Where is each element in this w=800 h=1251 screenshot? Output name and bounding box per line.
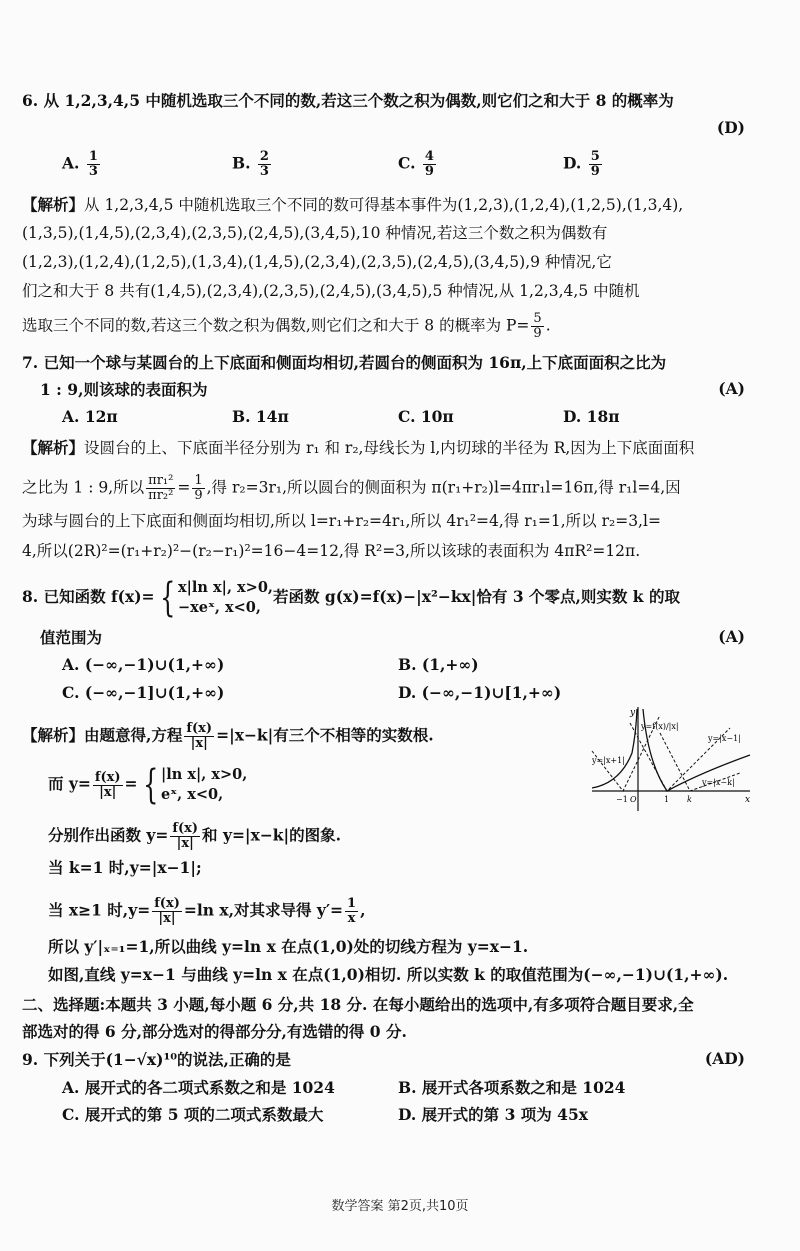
q9-answer: (AD) <box>704 1049 745 1068</box>
q6-analysis-line-1: 【解析】从 1,2,3,4,5 中随机选取三个不同的数可得基本事件为(1,2,3),(1,2,4),(1,2,5),(1,3,4), <box>22 195 684 214</box>
page-footer: 数学答案 第2页,共10页 <box>331 1199 469 1214</box>
q6-option-c: C. $\frac{4}{9}$ <box>398 149 434 179</box>
section2-heading-line-2: 部选对的得 6 分,部分选对的得部分分,有选错的得 0 分. <box>22 1022 407 1041</box>
label-right-line: y=|x−1| <box>708 734 741 743</box>
label-fx: y=f(x)/|x| <box>641 722 679 731</box>
q8-analysis-line-4: 当 k=1 时,y=|x−1|; <box>48 858 202 877</box>
q8-option-a: A. (−∞,−1)∪(1,+∞) <box>62 655 225 674</box>
q6-analysis-line-4: 们之和大于 8 共有(1,4,5),(2,3,4),(2,3,5),(2,4,5),(3,4,5),5 种情况,从 1,2,3,4,5 中随机 <box>22 282 640 300</box>
q7-answer: (A) <box>718 379 745 398</box>
tick-neg1: −1 <box>616 795 628 804</box>
q8-analysis-line-6: 所以 y′|ₓ₌₁=1,所以曲线 y=ln x 在点(1,0)处的切线方程为 y=x−1. <box>48 937 529 956</box>
q7-option-c: C. 10π <box>398 407 454 426</box>
q8-function-graph <box>590 703 755 813</box>
q7-analysis-line-1: 【解析】设圆台的上、下底面半径分别为 r₁ 和 r₂,母线长为 l,内切球的半径为 R,因为上下底面面积 <box>22 438 695 457</box>
y-axis-label: y <box>630 708 636 718</box>
q6-analysis-line-3: (1,2,3),(1,2,4),(1,2,5),(1,3,4),(1,4,5),(2,3,4),(2,3,5),(2,4,5),(3,4,5),9 种情况,它 <box>22 253 612 271</box>
q8-analysis-line-5: 当 x≥1 时,y= $\frac{f(x)}{|x|}$ =ln x,对其求导得 y′= $\frac{1}{x}$ , <box>48 896 366 926</box>
q8-stem-2: 值范围为 <box>40 628 103 647</box>
q8-stem-1: 8. 已知函数 f(x)= { x|ln x|, x>0, −xeˣ, x<0, 若函数 g(x)=f(x)−|x²−kx|恰有 3 个零点,则实数 k 的取 <box>22 575 680 621</box>
label-k-line: y=|x−k| <box>702 778 735 787</box>
q8-option-d: D. (−∞,−1)∪[1,+∞) <box>398 683 562 702</box>
q8-analysis-line-2: 而 y= $\frac{f(x)}{|x|}$ = { |ln x|, x>0, eˣ, x<0, <box>48 762 248 808</box>
q7-analysis-line-4: 4,所以(2R)²=(r₁+r₂)²−(r₂−r₁)²=16−4=12,得 R²=3,所以该球的表面积为 4πR²=12π. <box>22 542 641 560</box>
q8-analysis-line-1: 【解析】由题意得,方程 $\frac{f(x)}{|x|}$ =|x−k|有三个不相等的实数根. <box>22 721 434 751</box>
label-left-line: y=|x+1| <box>592 756 625 765</box>
q6-stem: 6. 从 1,2,3,4,5 中随机选取三个不同的数,若这三个数之积为偶数,则它们之和大于 8 的概率为 <box>22 91 674 110</box>
q7-option-b: B. 14π <box>232 407 289 426</box>
x-axis-label: x <box>745 795 751 805</box>
tick-1: 1 <box>664 795 670 804</box>
tick-k: k <box>687 795 692 804</box>
section2-heading-line-1: 二、选择题:本题共 3 小题,每小题 6 分,共 18 分. 在每小题给出的选项中,有多项符合题目要求,全 <box>22 995 694 1014</box>
q8-answer: (A) <box>718 627 745 646</box>
q9-stem: 9. 下列关于(1−√x)¹⁰的说法,正确的是 <box>22 1050 291 1069</box>
q9-option-a: A. 展开式的各二项式系数之和是 1024 <box>62 1078 335 1097</box>
q7-stem-1: 7. 已知一个球与某圆台的上下底面和侧面均相切,若圆台的侧面积为 16π,上下底面面积之比为 <box>22 353 667 372</box>
q8-option-c: C. (−∞,−1]∪(1,+∞) <box>62 683 225 702</box>
tick-origin: O <box>630 795 637 804</box>
q8-option-b: B. (1,+∞) <box>398 655 479 674</box>
q9-option-d: D. 展开式的第 3 项为 45x <box>398 1105 588 1124</box>
q7-option-d: D. 18π <box>563 407 620 426</box>
q8-analysis-line-3: 分别作出函数 y= $\frac{f(x)}{|x|}$ 和 y=|x−k|的图象. <box>48 821 342 851</box>
q7-option-a: A. 12π <box>62 407 118 426</box>
q7-analysis-line-2: 之比为 1 : 9,所以 $\frac{\text{πr₁²}}{\text{πr₂²}}$ = $\frac{1}{9}$ ,得 r₂=3r₁,所以圆台的侧面积为 π(r₁+r₂)l=4πr₁l=16π,得 r₁l=4,因 <box>22 473 681 503</box>
q7-analysis-line-3: 为球与圆台的上下底面和侧面均相切,所以 l=r₁+r₂=4r₁,所以 4r₁²=4,得 r₁=1,所以 r₂=3,l= <box>22 512 661 530</box>
q6-answer: (D) <box>716 118 745 137</box>
q6-option-d: D. $\frac{5}{9}$ <box>563 149 600 179</box>
q6-option-b: B. $\frac{2}{3}$ <box>232 149 269 179</box>
q8-analysis-line-7: 如图,直线 y=x−1 与曲线 y=ln x 在点(1,0)相切. 所以实数 k 的取值范围为(−∞,−1)∪(1,+∞). <box>48 965 729 984</box>
q6-analysis-line-5: 选取三个不同的数,若这三个数之积为偶数,则它们之和大于 8 的概率为 P= $\frac{5}{9}$ . <box>22 311 551 341</box>
q7-stem-2: 1 : 9,则该球的表面积为 <box>40 380 208 399</box>
q9-option-c: C. 展开式的第 5 项的二项式系数最大 <box>62 1105 324 1124</box>
q6-analysis-line-2: (1,3,5),(1,4,5),(2,3,4),(2,3,5),(2,4,5),(3,4,5),10 种情况,若这三个数之积为偶数有 <box>22 224 608 242</box>
q6-option-a: A. $\frac{1}{3}$ <box>62 149 98 179</box>
q9-option-b: B. 展开式各项系数之和是 1024 <box>398 1078 626 1097</box>
